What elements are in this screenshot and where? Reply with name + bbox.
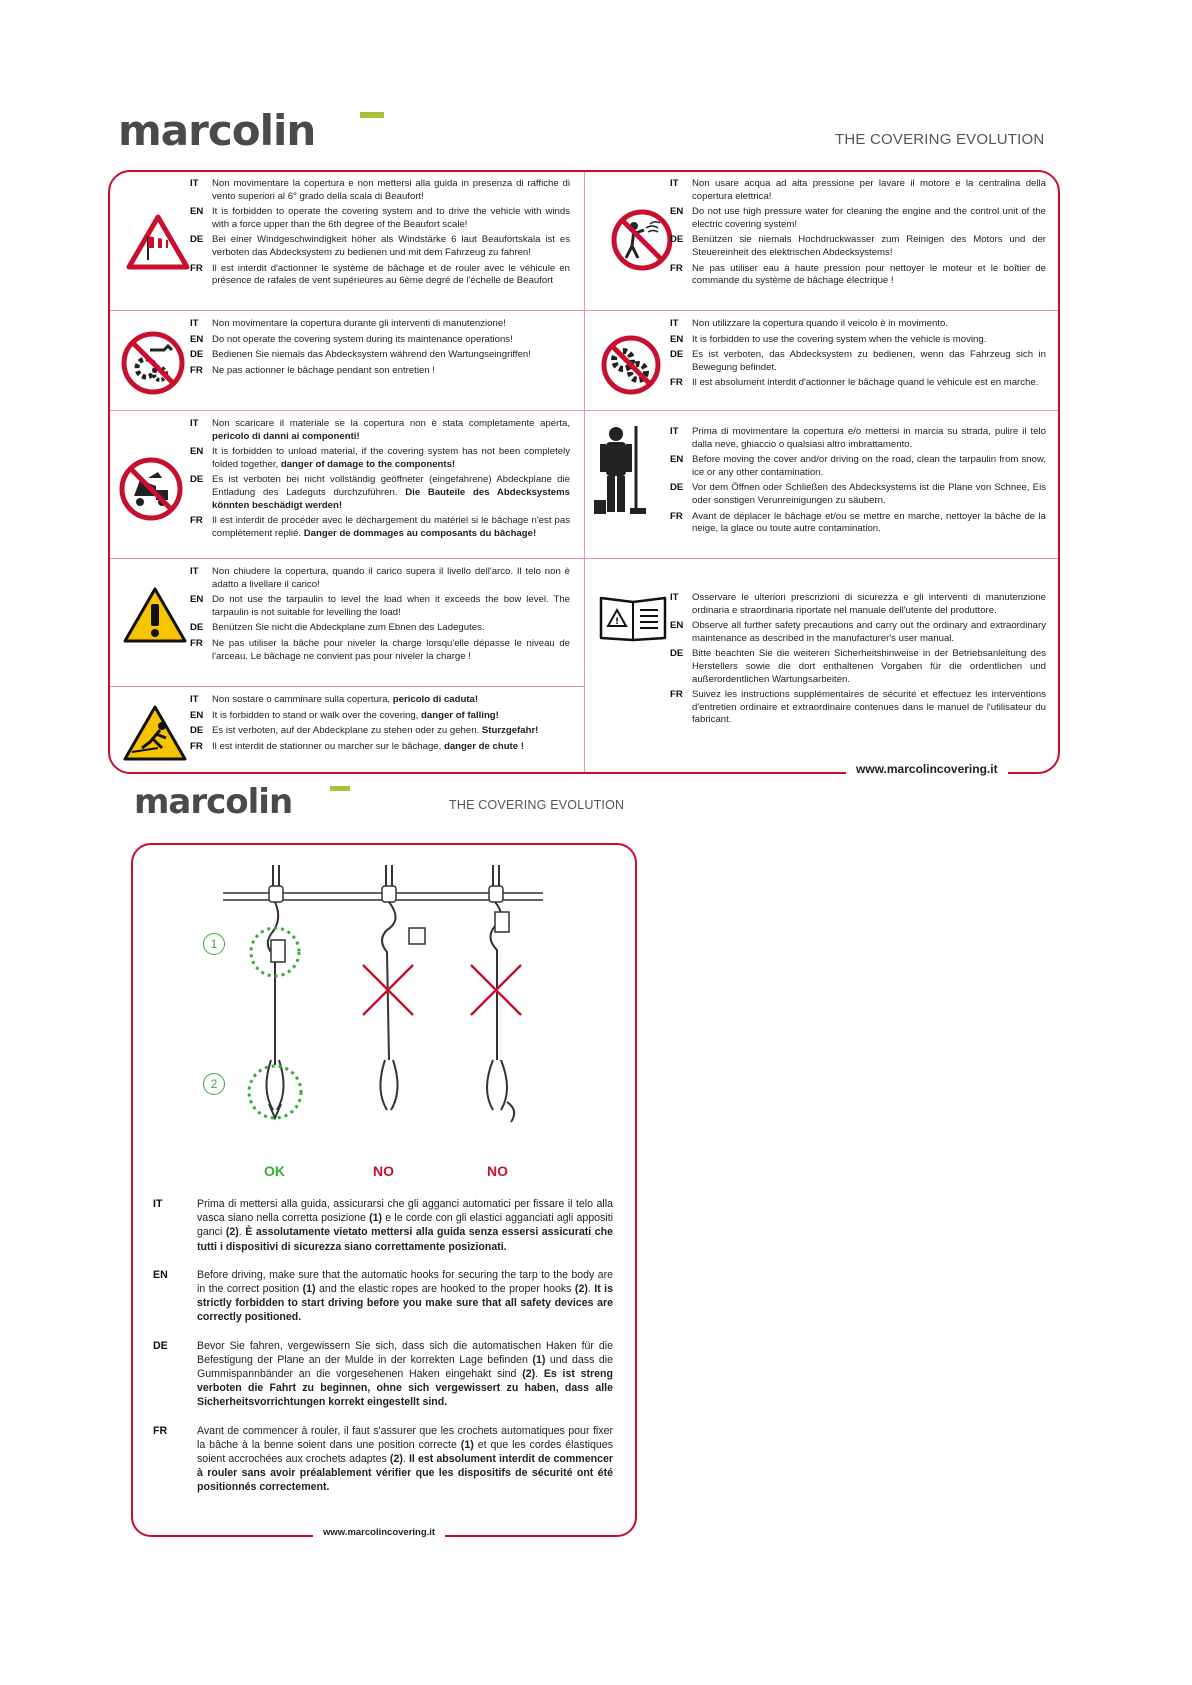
emphasis-text: danger de chute !: [443, 740, 524, 752]
row-divider: [584, 310, 1058, 311]
language-code: IT: [190, 418, 199, 429]
text-segment: Benützen sie niemals Hochdruckwasser zum Reinigen des Motors und der Steuereinheit des elektrischen Abdecksystems!: [692, 234, 1046, 258]
read-manual-icon: [598, 592, 668, 642]
emphasis-text: (2): [574, 1283, 588, 1296]
text-segment: Non scaricare il materiale se la copertura non è stata completamente aperta,: [212, 418, 570, 429]
text-segment: .: [402, 1453, 409, 1466]
language-line: [190, 365, 570, 378]
warning-exclamation-icon: [122, 586, 188, 644]
wind-warning-icon: [126, 214, 190, 270]
language-line: [670, 454, 1046, 479]
language-code: FR: [670, 377, 683, 389]
language-line: [190, 710, 570, 723]
language-code: DE: [670, 234, 684, 246]
language-text: [692, 178, 1046, 203]
language-code: IT: [190, 694, 199, 705]
emphasis-text: È assolutamente vietato mettersi alla guida senza essersi assicurati che tutti i dispositivi di sicurezza siano correttamente posizionati.: [197, 1226, 613, 1253]
text-segment: Es ist verboten, das Abdecksystem zu bedienen, wenn das Fahrzeug sich in Bewegung befindet.: [692, 349, 1046, 373]
text-segment: Do not use high pressure water for cleaning the engine and the control unit of the electric covering system!: [692, 206, 1046, 230]
language-code: DE: [190, 725, 204, 737]
language-code: FR: [670, 510, 683, 522]
emphasis-text: (1): [460, 1438, 474, 1451]
language-code: IT: [670, 426, 679, 437]
language-text: [212, 318, 570, 331]
text-segment: Bei einer Windgeschwindigkeit höher als Windstärke 6 laut Beaufortskala ist es verboten das Abdecksystem zu bedienen und mit dem Fahrzeug zu fahren!: [212, 234, 570, 258]
language-code: FR: [153, 1424, 168, 1437]
language-text: [197, 1424, 613, 1495]
brand-name: marcolin: [134, 782, 293, 822]
language-code: IT: [190, 318, 199, 329]
text-segment: It is forbidden to unload material, if the covering system has not been completely folded together,: [212, 446, 570, 470]
emphasis-text: Es ist streng verboten die Fahrt zu beginnen, ohne sich vergewissert zu haben, dass alle Sicherheitsvorrichtungen korrekt eingestellt sind.: [197, 1368, 613, 1409]
language-code: IT: [670, 318, 679, 329]
language-text: [692, 334, 1046, 347]
callout-number: 2: [210, 1077, 218, 1091]
language-line: [190, 418, 570, 443]
language-line: [670, 511, 1046, 536]
text-segment: Bedienen Sie niemals das Abdecksystem während den Wartungseingriffen!: [212, 349, 531, 361]
language-line: [190, 566, 570, 591]
svg-text:!: !: [614, 617, 620, 627]
language-code: DE: [190, 622, 204, 634]
safety-rule-text: [670, 426, 1046, 539]
text-segment: Prima di mettersi alla guida, assicurarsi che gli agganci automatici per fissare il telo alla vasca siano nella corretta posizione: [197, 1198, 613, 1225]
text-segment: Il est interdit d'actionner le système de bâchage et de rouler avec le véhicule en présence de rafales de vent supérieures au 6ème degré de l'échelle de Beaufort: [212, 262, 570, 287]
text-segment: Bitte beachten Sie die weiteren Sicherheitshinweise in der Betriebsanleitung des Herstellers sowie die dort enthaltenen Vorgaben für die ordentlichen und außerordentlichen Wartungsarbeiten.: [692, 648, 1046, 685]
emphasis-text: Il est absolument interdit de commencer à rouler sans avoir préalablement vérifier que les dispositifs de sécurité ont été positionnés correctement.: [197, 1453, 613, 1494]
language-code: IT: [670, 178, 679, 189]
text-segment: Es ist verboten, auf der Abdeckplane zu stehen oder zu gehen.: [212, 725, 482, 737]
text-segment: und dass die Gummispannbänder an die vorgesehenen Haken eingehakt sind: [197, 1353, 613, 1381]
text-segment: Ne pas utiliser eau à haute pression pour nettoyer le moteur et le boîtier de commande du système de bâchage électrique !: [692, 262, 1046, 287]
language-line: [190, 234, 570, 259]
row-divider: [584, 410, 1058, 411]
falling-hazard-icon: [122, 704, 188, 762]
text-segment: Before driving, make sure that the automatic hooks for securing the tarp to the body are in the correct position: [197, 1268, 613, 1296]
language-line: [190, 178, 570, 203]
hook-instructions-panel: [131, 843, 637, 1537]
language-text: [692, 648, 1046, 686]
language-code: EN: [670, 620, 684, 632]
safety-panel: [108, 170, 1060, 774]
language-text: [212, 710, 570, 723]
language-text: [692, 620, 1046, 645]
language-code: FR: [670, 262, 683, 274]
language-line: [190, 334, 570, 347]
language-text: [212, 334, 570, 347]
text-segment: Non usare acqua ad alta pressione per lavare il motore e la centralina della copertura elettrica!: [692, 178, 1046, 202]
language-code: EN: [670, 333, 684, 345]
language-text: [212, 418, 570, 443]
brand-name: marcolin: [118, 106, 316, 155]
no-maintenance-operation-icon: [120, 330, 186, 396]
language-text: [212, 206, 570, 231]
row-divider: [584, 558, 1058, 559]
text-segment: Vor dem Öffnen oder Schließen des Abdecksystems ist die Plane von Schnee, Eis oder sonstigen Verunreinigungen zu säubern.: [692, 482, 1046, 506]
hook-incorrect-unhooked: [471, 865, 521, 1122]
language-text: [692, 454, 1046, 479]
status-label: NO: [373, 1163, 394, 1179]
emphasis-text: pericolo di caduta!: [392, 694, 479, 705]
language-text: [692, 318, 1046, 331]
text-segment: Observe all further safety precautions and carry out the ordinary and extraordinary maintenance as described in the manufacturer's user manual.: [692, 620, 1046, 644]
text-segment: Es ist verboten bei nicht vollständig geöffneter (eingefahrene) Abdeckplane die Entladung des Ladeguts durchzuführen.: [212, 474, 570, 498]
language-line: [670, 620, 1046, 645]
language-text: [212, 741, 570, 754]
text-segment: Osservare le ulteriori prescrizioni di sicurezza e gli interventi di manutenzione ordinaria e straordinaria riportate nel manuale dell'utente del produttore.: [692, 592, 1046, 616]
emphasis-text: (1): [369, 1212, 383, 1225]
language-code: EN: [153, 1268, 168, 1281]
language-line: [190, 206, 570, 231]
emphasis-text: Die Bauteile des Abdecksystems könnten beschädigt werden!: [212, 486, 570, 511]
emphasis-text: danger of damage to the components!: [280, 458, 456, 470]
language-code: FR: [190, 364, 203, 376]
language-code: EN: [670, 206, 684, 218]
language-text: [692, 482, 1046, 507]
language-code: FR: [190, 515, 203, 527]
language-line: [190, 318, 570, 331]
safety-rule-text: [670, 592, 1046, 730]
no-operation-while-moving-icon: [600, 334, 662, 396]
text-segment: It is forbidden to stand or walk over the covering,: [212, 709, 422, 721]
language-code: IT: [153, 1198, 163, 1210]
brand-logo: [134, 783, 292, 821]
language-text: [212, 566, 570, 591]
brand-tagline: THE COVERING EVOLUTION: [449, 798, 625, 812]
emphasis-text: pericolo di danni ai componenti!: [212, 430, 360, 442]
language-text: [692, 349, 1046, 374]
row-divider: [110, 310, 584, 311]
language-text: [692, 689, 1046, 727]
language-code: IT: [190, 178, 199, 189]
text-segment: Do not use the tarpaulin to level the load when it exceeds the bow level. The tarpaulin is not suitable for levelling the load!: [212, 594, 570, 618]
language-code: DE: [670, 349, 684, 361]
language-line: [153, 1268, 613, 1325]
column-divider: [584, 172, 585, 772]
language-text: [197, 1268, 613, 1325]
text-segment: Prima di movimentare la copertura e/o mettersi in marcia su strada, pulire il telo dalla neve, ghiaccio o qualsiasi altro imbrattamento.: [692, 426, 1046, 450]
safety-rule-text: [190, 694, 570, 756]
text-segment: Il est interdit de procéder avec le déchargement du matériel si le bâchage n'est pas complètement replié.: [212, 515, 570, 539]
hook-diagram: [210, 860, 573, 1160]
language-line: [190, 474, 570, 512]
callout-marker: [203, 933, 225, 955]
status-label: OK: [264, 1163, 285, 1179]
no-pressure-washer-icon: [610, 208, 674, 272]
emphasis-text: (2): [522, 1368, 536, 1381]
emphasis-text: (2): [225, 1226, 239, 1239]
language-line: [190, 594, 570, 619]
language-text: [212, 638, 570, 663]
text-segment: .: [238, 1226, 246, 1239]
safety-rule-text: [190, 566, 570, 666]
text-segment: Non utilizzare la copertura quando il veicolo è in movimento.: [692, 318, 948, 329]
language-code: FR: [190, 740, 203, 752]
language-code: DE: [190, 474, 204, 486]
text-segment: Do not operate the covering system during its maintenance operations!: [212, 333, 513, 345]
text-segment: Ne pas utiliser la bâche pour niveler la charge lorsqu'elle dépasse le niveau de l'arceau. Le bâchage ne convient pas pour niveler la charge !: [212, 637, 570, 662]
language-code: DE: [153, 1339, 168, 1352]
language-line: [190, 694, 570, 707]
text-segment: Non sostare o camminare sulla copertura,: [212, 694, 393, 705]
text-segment: It is forbidden to operate the covering system and to drive the vehicle with winds with a force upper than the 6th degree of the Beaufort scale!: [212, 206, 570, 230]
row-divider: [110, 410, 584, 411]
hook-correct: [249, 865, 301, 1118]
emphasis-text: Danger de dommages au composants du bâchage!: [303, 527, 537, 539]
emphasis-text: (1): [532, 1353, 546, 1366]
language-line: [670, 206, 1046, 231]
language-line: [670, 648, 1046, 686]
language-line: [190, 638, 570, 663]
emphasis-text: (2): [389, 1453, 403, 1466]
language-line: [190, 515, 570, 540]
logo-accent-bar: [330, 786, 350, 791]
emphasis-text: It is strictly forbidden to start driving before you make sure that all safety devices are correctly positioned.: [197, 1283, 614, 1324]
language-text: [212, 474, 570, 512]
text-segment: It is forbidden to use the covering system when the vehicle is moving.: [692, 333, 987, 345]
text-segment: Non movimentare la copertura e non mettersi alla guida in presenza di raffiche di vento superiori al 6° grado della scala di Beaufort!: [212, 178, 570, 202]
text-segment: Bevor Sie fahren, vergewissern Sie sich, dass sich die automatischen Haken für die Befestigung der Plane an der Mulde in der korrekten Lage befinden: [197, 1339, 613, 1366]
language-line: [670, 318, 1046, 331]
language-line: [670, 349, 1046, 374]
language-code: EN: [190, 594, 204, 606]
website-url: www.marcolincovering.it: [846, 762, 1008, 776]
language-line: [670, 377, 1046, 390]
language-code: EN: [190, 446, 204, 458]
language-text: [692, 263, 1046, 288]
text-segment: Before moving the cover and/or driving on the road, clean the tarpaulin from snow, ice or any other contamination.: [692, 454, 1046, 478]
language-line: [190, 263, 570, 288]
language-code: DE: [670, 482, 684, 494]
row-divider: [110, 686, 584, 687]
language-line: [670, 263, 1046, 288]
text-segment: Benützen Sie nicht die Abdeckplane zum Ebnen des Ladegutes.: [212, 622, 485, 634]
language-code: DE: [190, 349, 204, 361]
text-segment: Il est interdit de stationner ou marcher sur le bâchage,: [212, 740, 444, 752]
hook-incorrect-detached: [363, 865, 425, 1110]
language-text: [692, 234, 1046, 259]
text-segment: and the elastic ropes are hooked to the proper hooks: [315, 1283, 575, 1296]
language-line: [190, 446, 570, 471]
language-line: [670, 178, 1046, 203]
emphasis-text: (1): [302, 1283, 316, 1296]
language-line: [670, 592, 1046, 617]
safety-rule-text: [190, 178, 570, 291]
language-code: FR: [190, 262, 203, 274]
language-text: [212, 622, 570, 635]
emphasis-text: Sturzgefahr!: [481, 725, 539, 737]
language-code: EN: [190, 333, 204, 345]
text-segment: et que les cordes élastiques soient accrochées aux crochets adaptes: [197, 1438, 613, 1466]
text-segment: Non movimentare la copertura durante gli interventi di manutenzione!: [212, 318, 506, 329]
text-segment: Il est absolument interdit d'actionner le bâchage quand le véhicule est en marche.: [692, 377, 1039, 389]
safety-rule-text: [190, 418, 570, 543]
website-url: www.marcolincovering.it: [313, 1527, 445, 1538]
language-line: [190, 725, 570, 738]
instruction-text: [153, 1197, 613, 1509]
language-code: EN: [670, 454, 684, 466]
language-line: [190, 741, 570, 754]
language-text: [212, 725, 570, 738]
safety-rule-text: [190, 318, 570, 380]
language-line: [153, 1424, 613, 1495]
language-code: FR: [670, 689, 683, 701]
safety-rule-text: [670, 178, 1046, 291]
language-code: FR: [190, 637, 203, 649]
language-code: DE: [670, 648, 684, 660]
language-line: [670, 234, 1046, 259]
language-text: [692, 592, 1046, 617]
text-segment: Avant de commencer à rouler, il faut s'assurer que les crochets automatiques pour fixer la bâche à la benne soient dans une position correcte: [197, 1424, 613, 1451]
language-text: [197, 1197, 613, 1254]
language-code: DE: [190, 234, 204, 246]
language-text: [212, 446, 570, 471]
callout-marker: [203, 1073, 225, 1095]
language-line: [190, 349, 570, 362]
language-text: [692, 377, 1046, 390]
brand-logo: [118, 108, 315, 154]
language-line: [670, 482, 1046, 507]
language-line: [153, 1339, 613, 1410]
language-text: [692, 511, 1046, 536]
clean-tarpaulin-icon: [592, 424, 652, 520]
language-code: EN: [190, 709, 204, 721]
text-segment: Suivez les instructions supplémentaires de sécurité et effectuez les interventions d'entretien ordinaire et extraordinaire contenues dans le manuel de l'utilisateur du fabricant.: [692, 689, 1046, 726]
logo-accent-bar: [360, 112, 384, 118]
language-line: [153, 1197, 613, 1254]
language-code: IT: [190, 566, 199, 577]
emphasis-text: danger of falling!: [421, 709, 499, 721]
language-text: [212, 234, 570, 259]
text-segment: .: [587, 1283, 595, 1296]
language-text: [212, 178, 570, 203]
language-text: [212, 594, 570, 619]
text-segment: .: [535, 1368, 544, 1381]
safety-rule-text: [670, 318, 1046, 393]
language-text: [212, 349, 570, 362]
language-text: [212, 365, 570, 378]
language-text: [692, 426, 1046, 451]
language-text: [197, 1339, 613, 1410]
language-text: [692, 206, 1046, 231]
brand-tagline: THE COVERING EVOLUTION: [835, 131, 1045, 148]
language-text: [212, 515, 570, 540]
text-segment: e le corde con gli elastici agganciati agli appositi ganci: [197, 1212, 613, 1239]
language-text: [212, 263, 570, 288]
language-line: [190, 622, 570, 635]
language-line: [670, 689, 1046, 727]
text-segment: Ne pas actionner le bâchage pendant son entretien !: [212, 364, 435, 376]
status-label: NO: [487, 1163, 508, 1179]
callout-number: 1: [210, 937, 218, 951]
language-line: [670, 426, 1046, 451]
no-unloading-icon: [118, 456, 184, 522]
row-divider: [110, 558, 584, 559]
language-text: [212, 694, 570, 707]
language-code: IT: [670, 592, 679, 603]
language-line: [670, 334, 1046, 347]
text-segment: Non chiudere la copertura, quando il carico supera il livello dell'arco. Il telo non è adatto a livellare il carico!: [212, 566, 570, 590]
text-segment: Avant de déplacer le bâchage et/ou se mettre en marche, nettoyer la bâche de la neige, la glace ou toute autre contamination.: [692, 510, 1046, 535]
language-code: EN: [190, 206, 204, 218]
